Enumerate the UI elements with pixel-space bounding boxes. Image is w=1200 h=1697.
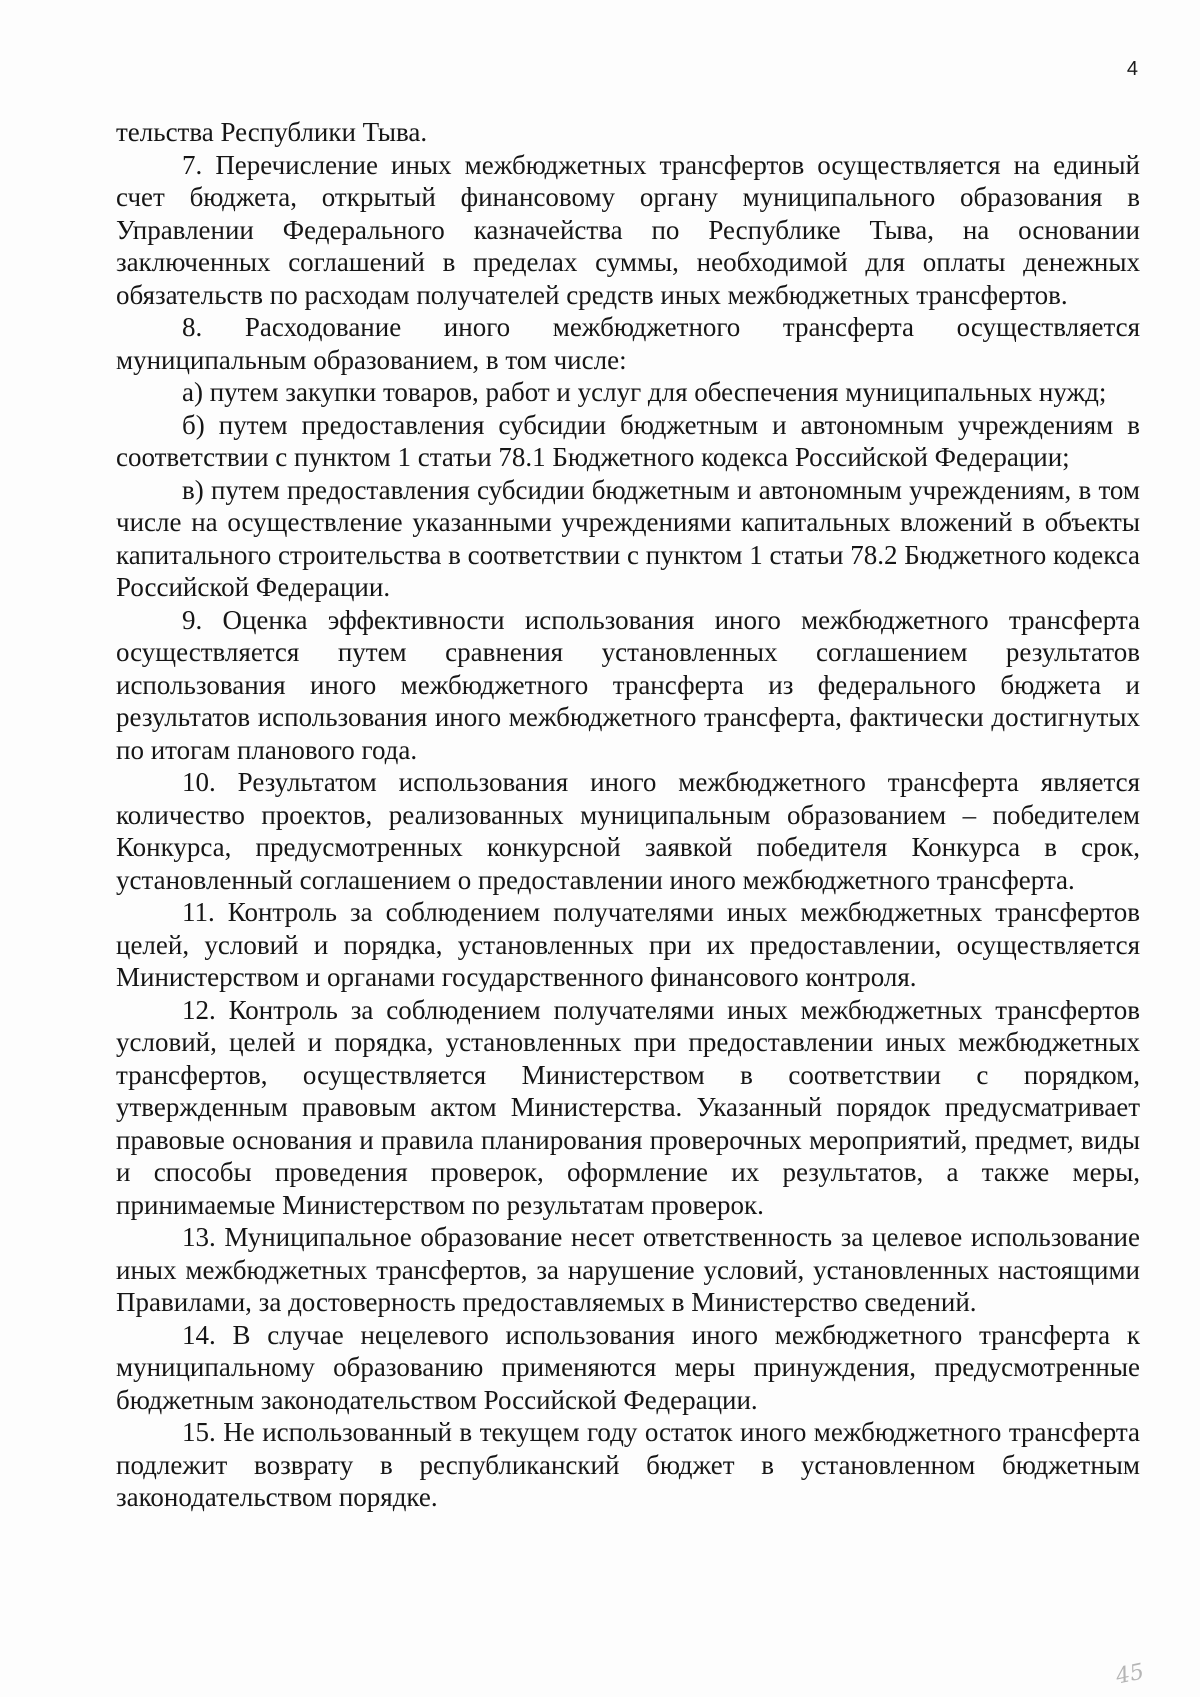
paragraph-8: 8. Расходование иного межбюджетного трансферта осуществляется муниципальным образованием, в том числе: [116, 312, 1140, 375]
paragraph-13: 13. Муниципальное образование несет ответственность за целевое использование иных межбюджетных трансфертов, за нарушение условий, установленных настоящими Правилами, за достоверность предоставляемых в Министерство сведений. [116, 1222, 1140, 1317]
paragraph-11: 11. Контроль за соблюдением получателями иных межбюджетных трансфертов целей, условий и порядка, установленных при их предоставлении, осуществляется Министерством и органами государственного финансового контроля. [116, 897, 1140, 992]
paragraph-8-v: в) путем предоставления субсидии бюджетным и автономным учреждениям, в том числе на осуществление указанными учреждениями капитальных вложений в объекты капитального строительства в соответствии с пунктом 1 статьи 78.2 Бюджетного кодекса Российской Федерации. [116, 474, 1140, 602]
paragraph-14: 14. В случае нецелевого использования иного межбюджетного трансферта к муниципальному образованию применяются меры принуждения, предусмотренные бюджетным законодательством Российской Федерации. [116, 1319, 1140, 1415]
paragraph-8-a: а) путем закупки товаров, работ и услуг для обеспечения муниципальных нужд; [182, 377, 1107, 407]
handwritten-page-mark: 45 [1113, 1659, 1147, 1690]
document-body [116, 116, 1140, 1514]
paragraph-8-b: б) путем предоставления субсидии бюджетным и автономным учреждениям в соответствии с пунктом 1 статьи 78.1 Бюджетного кодекса Российской Федерации; [116, 409, 1140, 472]
paragraph-7: 7. Перечисление иных межбюджетных трансфертов осуществляется на единый счет бюджета, открытый финансовому органу муниципального образования в Управлении Федерального казначейства по Республике Тыва, на основании заключенных соглашений в пределах суммы, необходимой для оплаты денежных обязательств по расходам получателей средств иных межбюджетных трансфертов. [116, 149, 1140, 310]
paragraph-10: 10. Результатом использования иного межбюджетного трансферта является количество проектов, реализованных муниципальным образованием – победителем Конкурса, предусмотренных конкурсной заявкой победителя Конкурса в срок, установленный соглашением о предоставлении иного межбюджетного трансферта. [116, 767, 1140, 895]
paragraph-continuation: тельства Республики Тыва. [116, 117, 428, 147]
paragraph-9: 9. Оценка эффективности использования иного межбюджетного трансферта осуществляется путем сравнения установленных соглашением результатов использования иного межбюджетного трансферта из федерального бюджета и результатов использования иного межбюджетного трансферта, фактически достигнутых по итогам планового года. [116, 604, 1140, 765]
page-number: 4 [1126, 58, 1138, 80]
paragraph-12: 12. Контроль за соблюдением получателями иных межбюджетных трансфертов условий, целей и порядка, установленных при предоставлении иных межбюджетных трансфертов, осуществляется Министерством в соответствии с порядком, утвержденным правовым актом Министерства. Указанный порядок предусматривает правовые основания и правила планирования проверочных мероприятий, предмет, виды и способы проведения проверок, оформление их результатов, а также меры, принимаемые Министерством по результатам проверок. [116, 994, 1140, 1220]
paragraph-15: 15. Не использованный в текущем году остаток иного межбюджетного трансферта подлежит возврату в республиканский бюджет в установленном бюджетным законодательством порядке. [116, 1417, 1140, 1512]
